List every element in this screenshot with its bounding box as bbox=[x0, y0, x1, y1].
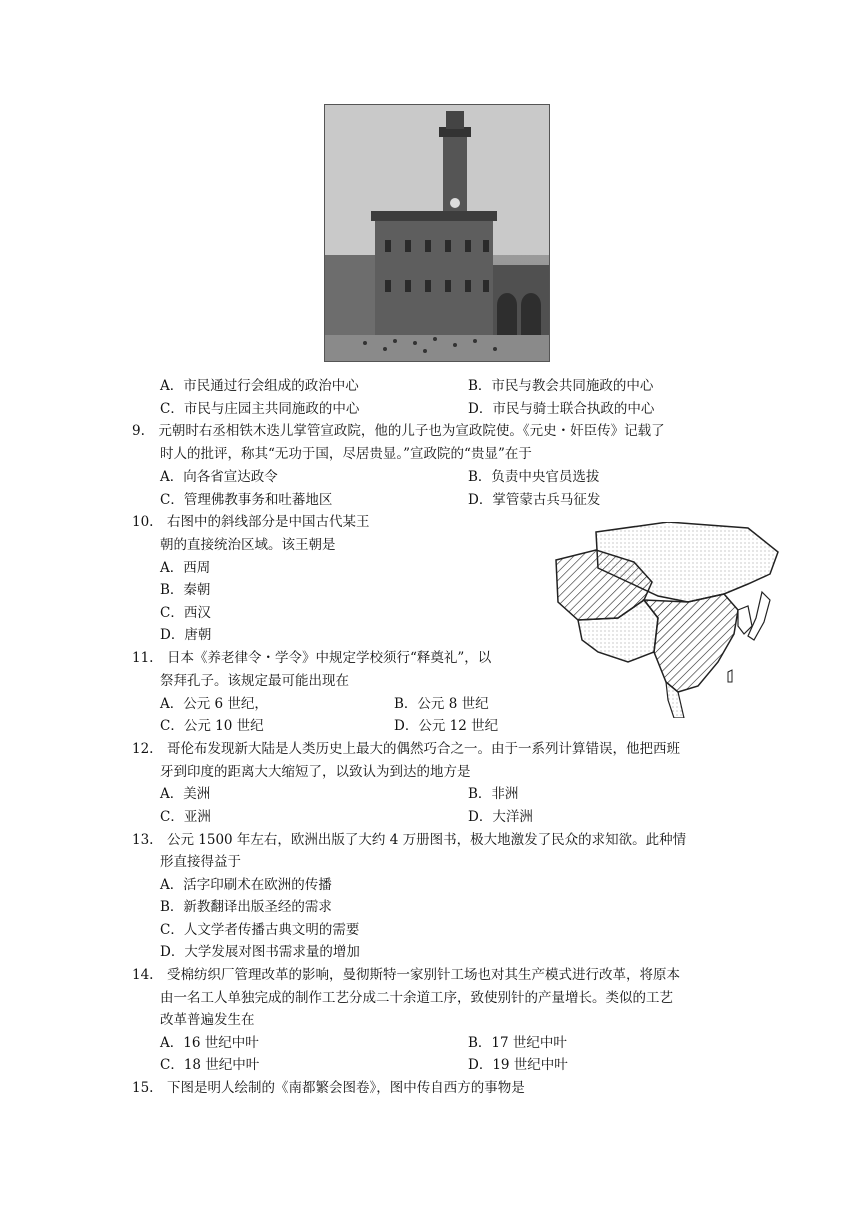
q14-stem-line3: 改革普遍发生在 bbox=[160, 1012, 255, 1028]
q8-option-c: C．市民与庄园主共同施政的中心 bbox=[160, 401, 360, 417]
q14-option-c: C．18 世纪中叶 bbox=[160, 1057, 260, 1073]
q10-option-d: D．唐朝 bbox=[160, 627, 212, 643]
q11-stem-line1: 11. 日本《养老律令・学令》中规定学校须行“释奠礼”，以 bbox=[132, 650, 492, 666]
q12-stem-line2: 牙到印度的距离大大缩短了，以致认为到达的地方是 bbox=[160, 764, 471, 780]
q14-stem-line1: 14. 受棉纺织厂管理改革的影响，曼彻斯特一家别针工场也对其生产模式进行改革，将原本 bbox=[132, 967, 680, 983]
q9-stem-line1: 9. 元朝时右丞相铁木迭儿掌管宣政院，他的儿子也为宣政院使。《元史・奸臣传》记载了 bbox=[132, 423, 665, 439]
q13-option-d: D．大学发展对图书需求量的增加 bbox=[160, 944, 360, 960]
palazzo-photo bbox=[324, 104, 550, 362]
q12-option-a: A．美洲 bbox=[160, 786, 211, 802]
q13-stem-line1: 13. 公元 1500 年左右，欧洲出版了大约 4 万册图书，极大地激发了民众的求知欲。此种情 bbox=[132, 832, 687, 848]
q10-option-a: A．西周 bbox=[160, 560, 211, 576]
q11-option-b: B．公元 8 世纪 bbox=[394, 696, 489, 712]
q11-stem-line2: 祭拜孔子。该规定最可能出现在 bbox=[160, 673, 349, 689]
q14-option-b: B．17 世纪中叶 bbox=[468, 1035, 567, 1051]
q11-option-a: A．公元 6 世纪， bbox=[160, 696, 268, 712]
q12-option-d: D．大洋洲 bbox=[468, 809, 533, 825]
q13-stem-line2: 形直接得益于 bbox=[160, 854, 241, 870]
q14-option-d: D．19 世纪中叶 bbox=[468, 1057, 568, 1073]
q10-option-b: B．秦朝 bbox=[160, 582, 211, 598]
q8-option-d: D．市民与骑士联合执政的中心 bbox=[468, 401, 655, 417]
q13-option-a: A．活字印刷术在欧洲的传播 bbox=[160, 877, 332, 893]
q11-option-d: D．公元 12 世纪 bbox=[394, 718, 499, 734]
east-asia-map bbox=[548, 522, 784, 718]
q12-stem-line1: 12. 哥伦布发现新大陆是人类历史上最大的偶然巧合之一。由于一系列计算错误，他把西班 bbox=[132, 741, 680, 757]
q9-option-d: D．掌管蒙古兵马征发 bbox=[468, 492, 601, 508]
q8-option-b: B．市民与教会共同施政的中心 bbox=[468, 378, 654, 394]
q12-option-c: C．亚洲 bbox=[160, 809, 211, 825]
q14-stem-line2: 由一名工人单独完成的制作工艺分成二十余道工序，致使别针的产量增长。类似的工艺 bbox=[160, 990, 673, 1006]
q13-option-c: C．人文学者传播古典文明的需要 bbox=[160, 922, 360, 938]
q9-option-a: A．向各省宣达政令 bbox=[160, 469, 278, 485]
q13-option-b: B．新教翻译出版圣经的需求 bbox=[160, 899, 332, 915]
q9-option-b: B．负责中央官员选拔 bbox=[468, 469, 600, 485]
q15-stem-line1: 15. 下图是明人绘制的《南都繁会图卷》，图中传自西方的事物是 bbox=[132, 1080, 525, 1096]
q8-option-a: A．市民通过行会组成的政治中心 bbox=[160, 378, 359, 394]
q12-option-b: B．非洲 bbox=[468, 786, 519, 802]
q11-option-c: C．公元 10 世纪 bbox=[160, 718, 264, 734]
q10-stem-line1: 10. 右图中的斜线部分是中国古代某王 bbox=[132, 514, 370, 530]
q10-option-c: C．西汉 bbox=[160, 605, 211, 621]
q9-stem-line2: 时人的批评，称其“无功于国，尽居贵显。”宣政院的“贵显”在于 bbox=[160, 446, 532, 462]
q14-option-a: A．16 世纪中叶 bbox=[160, 1035, 259, 1051]
q9-option-c: C．管理佛教事务和吐蕃地区 bbox=[160, 492, 333, 508]
q10-stem-line2: 朝的直接统治区域。该王朝是 bbox=[160, 537, 336, 553]
